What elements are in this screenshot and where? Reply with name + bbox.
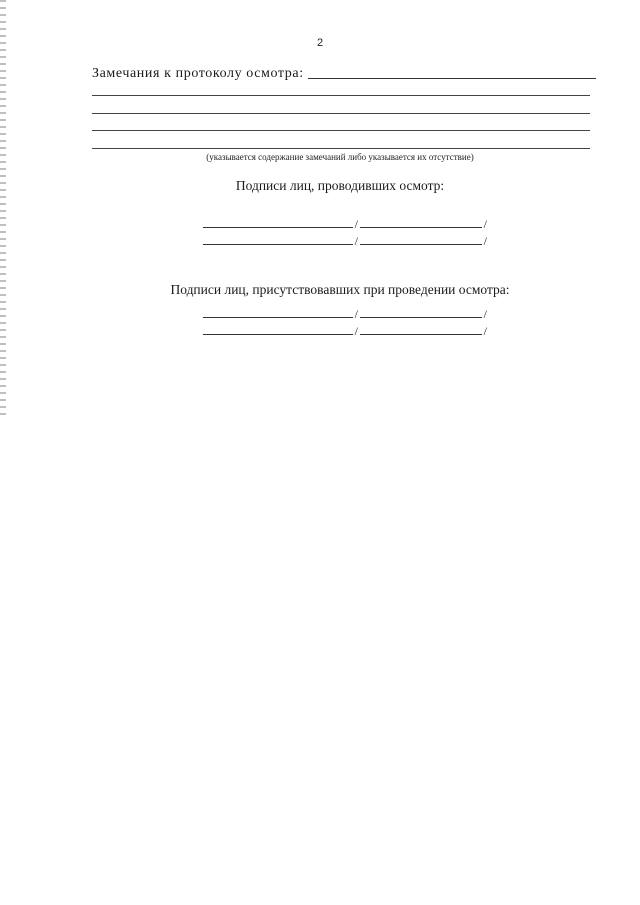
- signature-separator: /: [483, 324, 487, 338]
- remarks-fill-line: [92, 113, 590, 114]
- name-line: [360, 333, 482, 335]
- signature-row: [203, 323, 489, 337]
- page-number: 2: [316, 37, 324, 49]
- remarks-fill-line: [92, 148, 590, 149]
- remarks-title-row: [92, 64, 596, 82]
- signature-separator: /: [354, 324, 358, 338]
- signature-separator: /: [354, 217, 358, 231]
- signature-separator: /: [354, 234, 358, 248]
- signature-row: [203, 216, 489, 230]
- remarks-fill-line: [92, 130, 590, 131]
- remarks-note: (указывается содержание замечаний либо указывается их отсутствие): [206, 152, 474, 162]
- binding-edge-marks: [0, 0, 6, 420]
- signature-separator: /: [483, 307, 487, 321]
- signature-separator: /: [483, 217, 487, 231]
- conductors-heading: Подписи лиц, проводивших осмотр:: [235, 178, 445, 193]
- name-line: [360, 316, 482, 318]
- remarks-fill-line: [92, 95, 590, 96]
- signature-row: [203, 306, 489, 320]
- signature-line: [203, 333, 353, 335]
- signature-line: [203, 243, 353, 245]
- signature-row: [203, 233, 489, 247]
- signature-separator: /: [483, 234, 487, 248]
- attendees-heading: Подписи лиц, присутствовавших при проведении осмотра:: [170, 282, 510, 297]
- signature-line: [203, 316, 353, 318]
- remarks-title: Замечания к протоколу осмотра:: [92, 66, 304, 81]
- remarks-fill-line: [308, 77, 596, 79]
- signature-separator: /: [354, 307, 358, 321]
- signature-line: [203, 226, 353, 228]
- name-line: [360, 243, 482, 245]
- name-line: [360, 226, 482, 228]
